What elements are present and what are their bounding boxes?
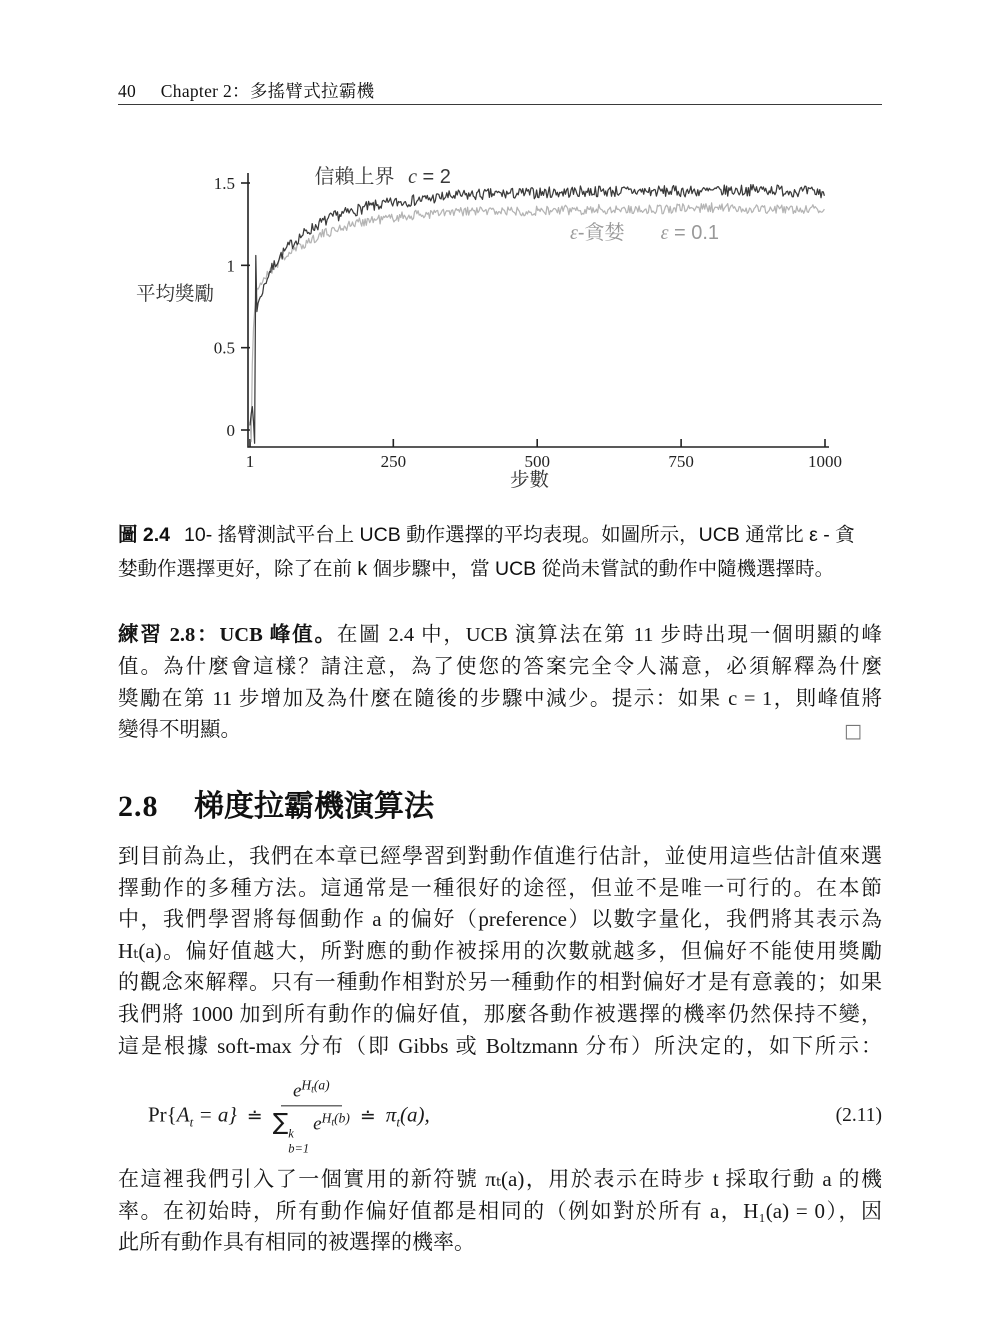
caption-line: 婪動作選擇更好，除了在前 k 個步驟中，當 UCB 從尚未嘗試的動作中隨機選擇時。 [118, 557, 835, 580]
section-title: 梯度拉霸機演算法 [194, 790, 434, 823]
sum-symbol: ∑ [272, 1109, 289, 1136]
caption-text: 10- 搖臂測試平台上 UCB 動作選擇的平均表現。如圖所示，UCB 通常比 ε - 貪 [184, 524, 855, 546]
paragraph-line: 擇動作的多種方法。這通常是一種很好的途徑，但並不是唯一可行的。在本節 [118, 875, 882, 900]
exercise-label: 練習 2.8：UCB 峰值。 [118, 624, 337, 646]
chapter-title: Chapter 2：多搖臂式拉霸機 [160, 81, 375, 101]
svg-text:步數: 步數 [510, 469, 550, 491]
equation-fraction: $e^{H_t(a)}$ ∑ k b=1 $e^{H_t(b)}$ [272, 1077, 350, 1156]
svg-text:750: 750 [668, 452, 694, 471]
equation-number: (2.11) [835, 1105, 882, 1126]
exercise-text: 變得不明顯。 [118, 719, 241, 742]
svg-text:ε-貪婪ε = 0.1: ε-貪婪 ε = 0.1 [570, 222, 720, 244]
svg-text:0.5: 0.5 [213, 338, 235, 358]
paragraph-line: 率。在初始時，所有動作偏好值都是相同的（例如對於所有 a，H₁(a) = 0），因 [118, 1198, 882, 1223]
exercise-line: 值。為什麼會這樣？請注意，為了使您的答案完全令人滿意，必須解釋為什麼 [118, 655, 882, 678]
paragraph-line: 在這裡我們引入了一個實用的新符號 πₜ(a)，用於表示在時步 t 採取行動 a 的機 [118, 1167, 882, 1191]
paragraph-line: 此所有動作具有相同的被選擇的機率。 [118, 1230, 475, 1255]
paragraph-line: 我們將 1000 加到所有動作的偏好值，那麼各動作被選擇的機率仍然保持不變， [118, 1001, 882, 1026]
svg-text:1.5: 1.5 [213, 174, 235, 193]
exercise-2-8 [118, 620, 882, 747]
svg-text:1000: 1000 [808, 452, 842, 471]
svg-text:信賴上界 c = 2: 信賴上界 c = 2 [314, 166, 451, 188]
svg-text:1: 1 [226, 256, 235, 276]
exercise-text: 在圖 2.4 中，UCB 演算法在第 11 步時出現一個明顯的峰 [336, 624, 882, 646]
exercise-line: 獎勵在第 11 步增加及為什麼在隨後的步驟中減少。提示：如果 c = 1，則峰值將 [118, 687, 882, 710]
caption-label: 圖 2.4 [118, 524, 171, 546]
equation-body: $Pr\{A_t = a\}$ ≐ $e^{H_t(a)}$ ∑ k b=1 $e^{H_t(b)}$ ≐ $\pi_t(a)$, [148, 1077, 430, 1156]
exercise-line [118, 620, 882, 652]
doteq-symbol: ≐ [359, 1104, 376, 1127]
paragraph-line: 這是根據 soft-max 分布（即 Gibbs 或 Boltzmann 分布）所決定的，如下所示： [118, 1033, 882, 1058]
caption-line [118, 519, 888, 553]
svg-text:0: 0 [226, 421, 235, 440]
figure-2-4 [110, 140, 900, 512]
paragraph-line: 的觀念來解釋。只有一種動作相對於另一種動作的相對偏好才是有意義的；如果 [118, 970, 882, 995]
exercise-line [118, 715, 882, 747]
paragraph [118, 1164, 882, 1259]
doteq-symbol: ≐ [246, 1104, 263, 1127]
paragraph-line: Hₜ(a)。偏好值越大，所對應的動作被採用的次數就越多，但偏好不能使用獎勵 [118, 938, 882, 963]
header-rule [118, 104, 882, 105]
svg-text:250: 250 [380, 452, 407, 471]
svg-text:500: 500 [524, 452, 550, 471]
figure-chart [110, 140, 900, 512]
svg-text:平均獎勵: 平均獎勵 [136, 283, 215, 305]
paragraph-line: 中，我們學習將每個動作 a 的偏好（preference）以數字量化，我們將其表示為 [118, 907, 882, 932]
section-heading [118, 781, 882, 825]
figure-caption [118, 519, 888, 586]
equation-2-11 [118, 1072, 882, 1160]
paragraph [118, 841, 882, 1062]
page-number: 40 [118, 81, 137, 101]
section-number: 2.8 [118, 790, 159, 823]
svg-text:1: 1 [245, 452, 255, 471]
paragraph-line: 到目前為止，我們在本章已經學習到對動作值進行估計，並使用這些估計值來選 [118, 844, 882, 868]
page-header [118, 78, 882, 103]
exercise-end-box-icon: □ [844, 720, 862, 743]
